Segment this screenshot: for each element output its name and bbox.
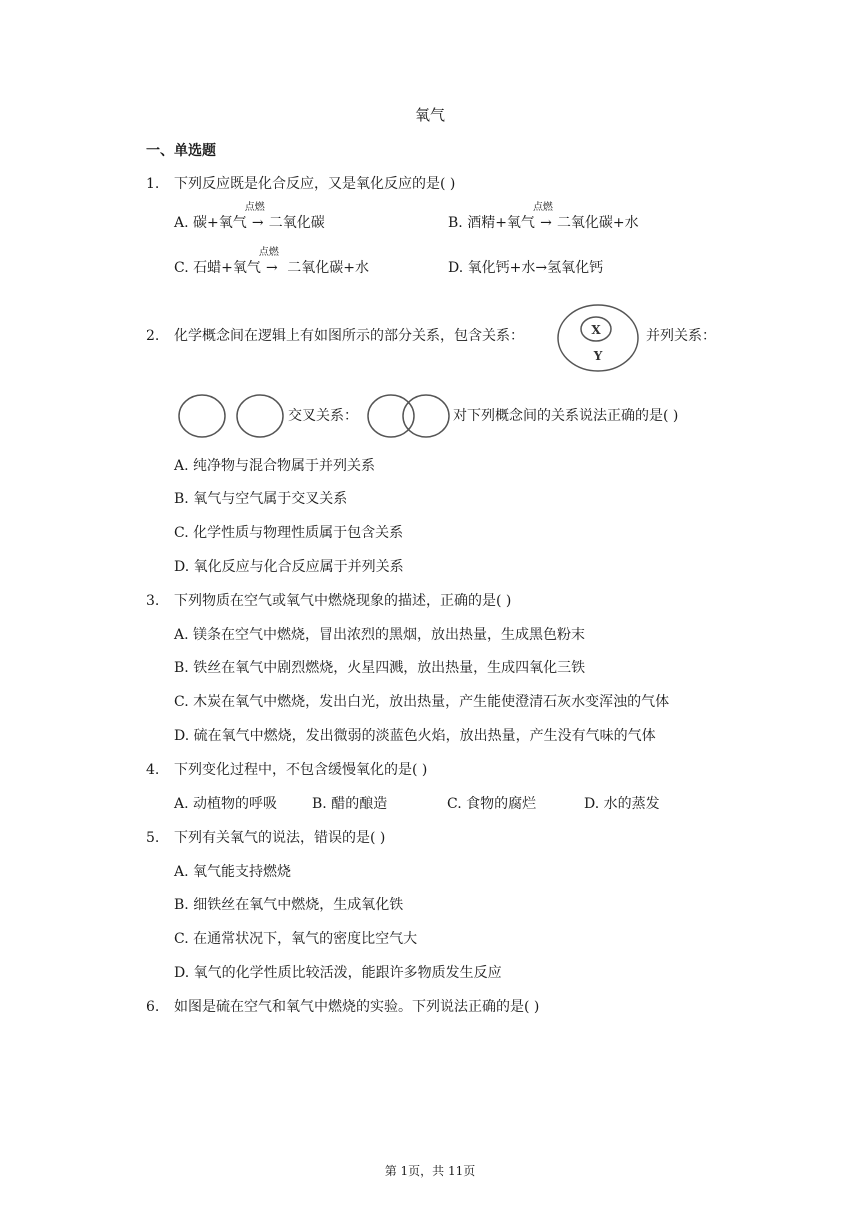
option-d[interactable] [448, 259, 603, 277]
document-title: 氧气 [414, 106, 445, 124]
option-label: A. [174, 215, 189, 231]
reaction-arrow: 点燃 → [532, 202, 553, 231]
question-text: 下列变化过程中，不包含缓慢氧化的是( ) [174, 762, 428, 778]
question-number: 6. [146, 999, 160, 1015]
option-c[interactable]: C. 在通常状况下，氧气的密度比空气大 [174, 931, 418, 947]
inclusion-diagram [556, 303, 642, 373]
option-a[interactable] [174, 202, 325, 232]
option-d[interactable]: D. 硫在氧气中燃烧，发出微弱的淡蓝色火焰，放出热量，产生没有气味的气体 [174, 728, 656, 744]
question-text-continued: 交叉关系： [288, 408, 358, 424]
option-b[interactable] [448, 202, 639, 232]
right-circle [403, 395, 449, 437]
reaction-condition: 点燃 [244, 202, 265, 213]
option-d[interactable]: D. 水的蒸发 [584, 796, 660, 812]
reactants: 石蜡+氧气 [193, 260, 261, 276]
option-a[interactable]: A. 镁条在空气中燃烧，冒出浓烈的黑烟，放出热量，生成黑色粉末 [174, 627, 586, 643]
section-heading: 一、单选题 [146, 143, 216, 159]
reaction-condition: 点燃 [258, 247, 279, 258]
option-label: B. [448, 215, 463, 231]
option-a[interactable]: A. 动植物的呼吸 [174, 796, 278, 812]
left-circle [179, 395, 225, 437]
option-d[interactable]: D. 氧气的化学性质比较活泼，能跟许多物质发生反应 [174, 965, 502, 981]
reaction-arrow: 点燃 → [258, 247, 279, 276]
question-text-continued: 并列关系： [646, 328, 716, 344]
question-text-continued: 对下列概念间的关系说法正确的是( ) [453, 408, 679, 424]
option-text: 氧化钙+水→氢氧化钙 [467, 260, 604, 276]
question-text: 下列物质在空气或氧气中燃烧现象的描述，正确的是( ) [174, 593, 512, 609]
outer-label: Y [593, 349, 603, 363]
option-b[interactable]: B. 铁丝在氧气中剧烈燃烧，火星四溅，放出热量，生成四氧化三铁 [174, 660, 586, 676]
option-c[interactable]: C. 木炭在氧气中燃烧，发出白光，放出热量，产生能使澄清石灰水变浑浊的气体 [174, 694, 670, 710]
reaction-arrow: 点燃 → [244, 202, 265, 231]
question-text: 下列反应既是化合反应，又是氧化反应的是( ) [174, 176, 456, 192]
question-text: 下列有关氧气的说法，错误的是( ) [174, 830, 386, 846]
option-d[interactable]: D. 氧化反应与化合反应属于并列关系 [174, 559, 404, 575]
parallel-diagram [176, 393, 286, 439]
question-number: 4. [146, 762, 160, 778]
option-b[interactable]: B. 细铁丝在氧气中燃烧，生成氧化铁 [174, 897, 404, 913]
reactants: 酒精+氧气 [467, 215, 535, 231]
inner-label: X [591, 323, 601, 337]
question-text: 如图是硫在空气和氧气中燃烧的实验。下列说法正确的是( ) [174, 999, 540, 1015]
reactants: 碳+氧气 [193, 215, 247, 231]
question-number: 1. [146, 176, 160, 192]
intersection-diagram [366, 393, 452, 439]
question-number: 5. [146, 830, 160, 846]
left-circle [368, 395, 414, 437]
option-a[interactable]: A. 纯净物与混合物属于并列关系 [174, 458, 376, 474]
products: 二氧化碳 [268, 215, 325, 231]
right-circle [237, 395, 283, 437]
option-label: D. [448, 260, 464, 276]
page-footer: 第 1页，共 11页 [384, 1164, 476, 1178]
question-number: 3. [146, 593, 160, 609]
products: 二氧化碳+水 [556, 215, 639, 231]
option-c[interactable]: C. 食物的腐烂 [447, 796, 537, 812]
option-b[interactable]: B. 醋的酿造 [312, 796, 388, 812]
reaction-condition: 点燃 [532, 202, 553, 213]
products: 二氧化碳+水 [282, 260, 370, 276]
option-a[interactable]: A. 氧气能支持燃烧 [174, 864, 292, 880]
option-b[interactable]: B. 氧气与空气属于交叉关系 [174, 491, 348, 507]
option-c[interactable]: C. 化学性质与物理性质属于包含关系 [174, 525, 404, 541]
option-label: C. [174, 260, 189, 276]
question-text: 化学概念间在逻辑上有如图所示的部分关系，包含关系： [174, 328, 524, 344]
option-c[interactable] [174, 247, 370, 277]
question-number: 2. [146, 328, 160, 344]
